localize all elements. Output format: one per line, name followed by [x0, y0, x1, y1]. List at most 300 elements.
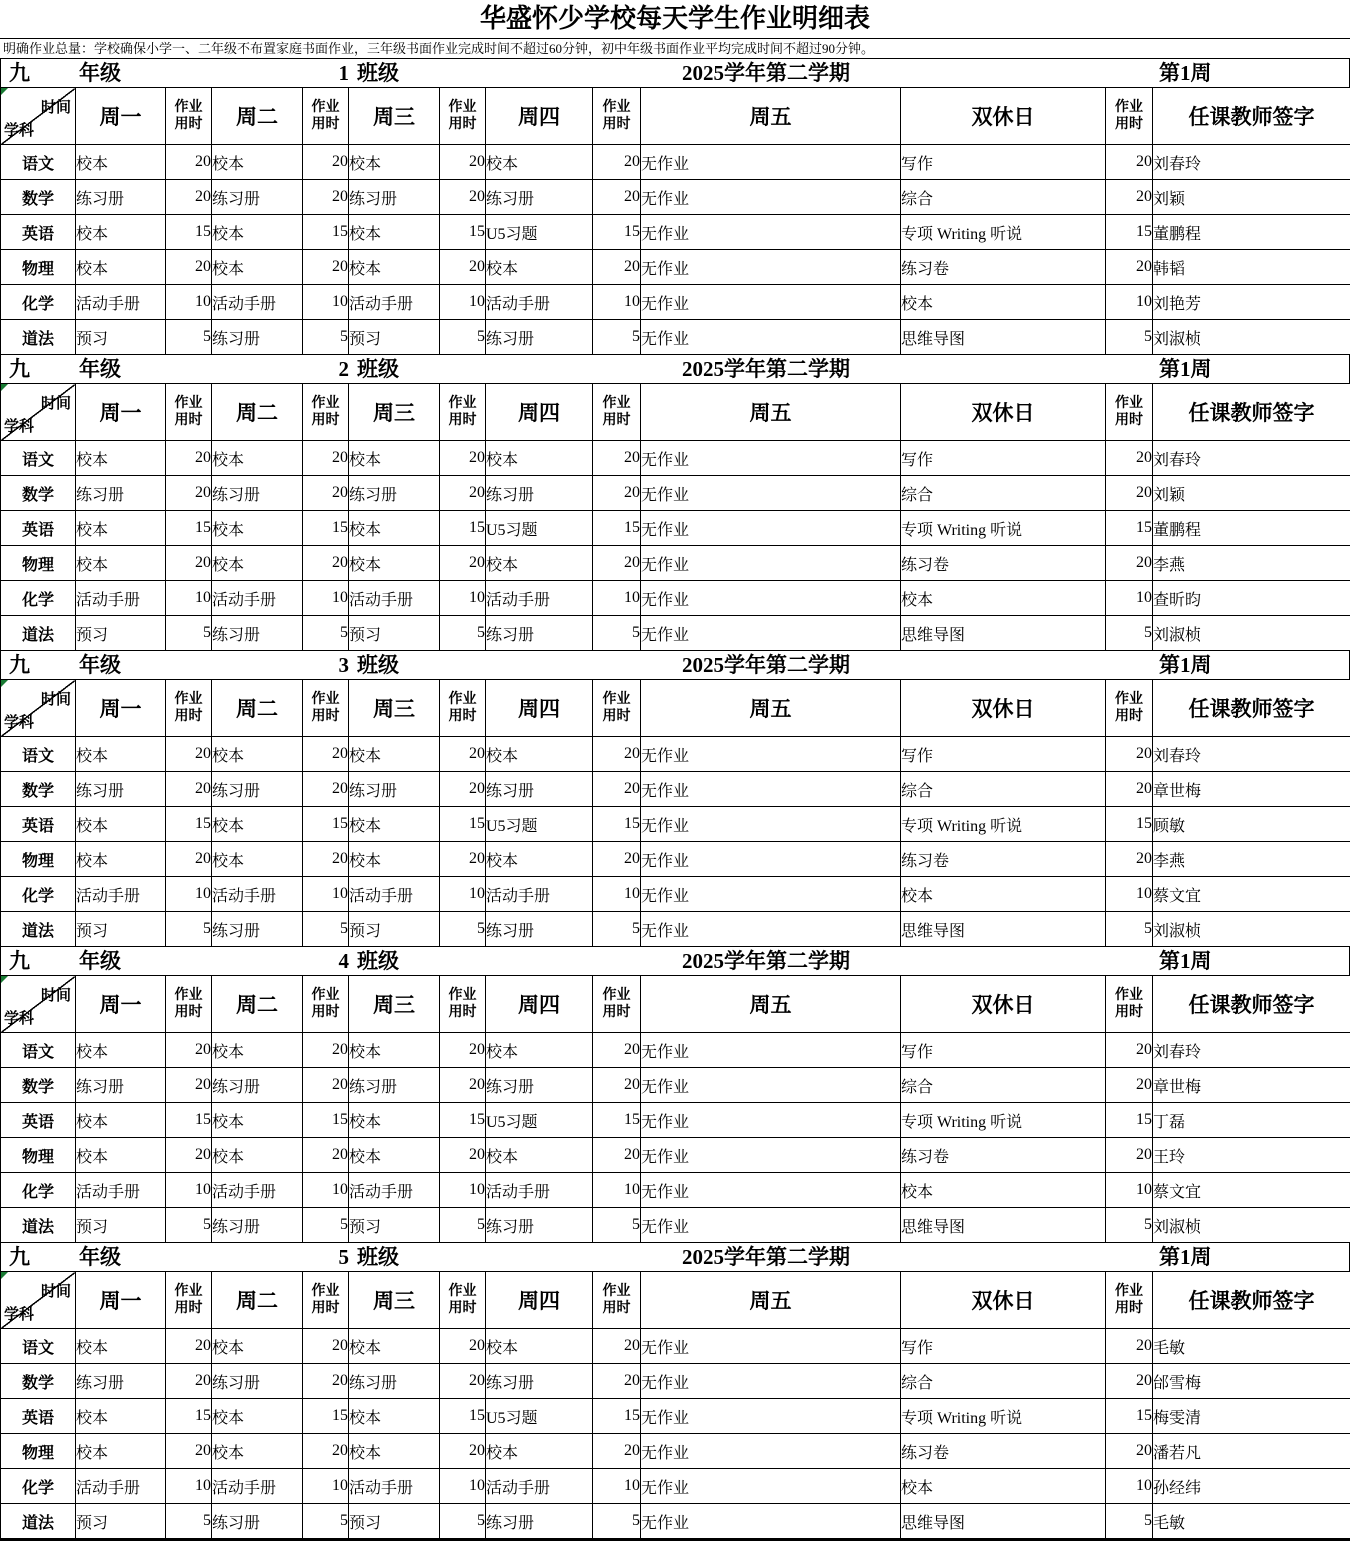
monday-hours-cell: 15	[166, 807, 212, 842]
thursday-hours-cell: 15	[593, 807, 641, 842]
corner-subject-label: 学科	[4, 1007, 34, 1028]
weekend-homework-cell: 写作	[901, 145, 1106, 180]
tuesday-homework-cell: 校本	[212, 1033, 303, 1068]
corner-subject-label: 学科	[4, 1303, 34, 1324]
weekend-homework-cell: 练习卷	[901, 842, 1106, 877]
wednesday-hours-cell: 20	[440, 180, 486, 215]
col-header-friday: 周五	[641, 88, 901, 145]
teacher-signature-cell: 刘淑桢	[1153, 320, 1350, 355]
hours-line1: 作业	[1106, 987, 1152, 1005]
cell-flag-icon	[1, 680, 8, 687]
thursday-hours-cell: 20	[593, 1033, 641, 1068]
thursday-homework-cell: 活动手册	[486, 1469, 593, 1504]
wednesday-hours-cell: 20	[440, 546, 486, 581]
wednesday-hours-cell: 15	[440, 215, 486, 250]
monday-hours-cell: 5	[166, 616, 212, 651]
col-header-monday: 周一	[76, 976, 166, 1033]
hours-line2: 用时	[440, 116, 485, 134]
col-header-hours	[166, 1272, 212, 1329]
wednesday-hours-cell: 20	[440, 772, 486, 807]
class-label: 班级	[357, 947, 399, 975]
wednesday-hours-cell: 20	[440, 476, 486, 511]
wednesday-hours-cell: 15	[440, 807, 486, 842]
teacher-signature-cell: 查昕昀	[1153, 581, 1350, 616]
wednesday-homework-cell: 校本	[349, 215, 440, 250]
thursday-homework-cell: 练习册	[486, 320, 593, 355]
thursday-homework-cell: 校本	[486, 441, 593, 476]
weekend-hours-cell: 10	[1106, 1173, 1153, 1208]
weekend-homework-cell: 思维导图	[901, 320, 1106, 355]
wednesday-homework-cell: 预习	[349, 616, 440, 651]
weekend-hours-cell: 20	[1106, 1434, 1153, 1469]
class-number: 1	[241, 59, 349, 87]
subject-cell: 数学	[1, 180, 76, 215]
thursday-homework-cell: 校本	[486, 842, 593, 877]
subject-cell: 化学	[1, 581, 76, 616]
teacher-signature-cell: 丁磊	[1153, 1103, 1350, 1138]
col-header-hours	[303, 680, 349, 737]
weekend-homework-cell: 专项 Writing 听说	[901, 807, 1106, 842]
friday-homework-cell: 无作业	[641, 1329, 901, 1364]
monday-hours-cell: 5	[166, 1504, 212, 1540]
weekend-homework-cell: 综合	[901, 772, 1106, 807]
subject-cell: 道法	[1, 1208, 76, 1243]
weekend-homework-cell: 写作	[901, 1329, 1106, 1364]
monday-homework-cell: 预习	[76, 320, 166, 355]
wednesday-homework-cell: 预习	[349, 320, 440, 355]
wednesday-homework-cell: 预习	[349, 1504, 440, 1540]
weekend-homework-cell: 综合	[901, 1068, 1106, 1103]
subject-cell: 语文	[1, 441, 76, 476]
friday-homework-cell: 无作业	[641, 1399, 901, 1434]
tuesday-hours-cell: 15	[303, 1399, 349, 1434]
wednesday-homework-cell: 活动手册	[349, 1469, 440, 1504]
subject-row	[1, 145, 1350, 180]
monday-homework-cell: 校本	[76, 441, 166, 476]
friday-homework-cell: 无作业	[641, 1033, 901, 1068]
tuesday-hours-cell: 20	[303, 1329, 349, 1364]
class-section	[0, 651, 1350, 947]
thursday-hours-cell: 5	[593, 1208, 641, 1243]
week-label: 第1周	[1159, 59, 1212, 87]
thursday-hours-cell: 10	[593, 1173, 641, 1208]
col-header-tuesday: 周二	[212, 976, 303, 1033]
class-number: 4	[241, 947, 349, 975]
wednesday-hours-cell: 20	[440, 250, 486, 285]
wednesday-hours-cell: 20	[440, 1138, 486, 1173]
monday-hours-cell: 10	[166, 1173, 212, 1208]
friday-homework-cell: 无作业	[641, 772, 901, 807]
weekend-homework-cell: 思维导图	[901, 1504, 1106, 1540]
monday-hours-cell: 5	[166, 912, 212, 947]
weekend-hours-cell: 15	[1106, 1399, 1153, 1434]
wednesday-homework-cell: 校本	[349, 1103, 440, 1138]
subject-cell: 物理	[1, 1138, 76, 1173]
column-header-row	[1, 88, 1350, 145]
hours-line2: 用时	[1106, 116, 1152, 134]
subject-cell: 语文	[1, 737, 76, 772]
tuesday-homework-cell: 校本	[212, 215, 303, 250]
thursday-homework-cell: 校本	[486, 1434, 593, 1469]
hours-line1: 作业	[593, 395, 640, 413]
monday-homework-cell: 校本	[76, 1399, 166, 1434]
monday-hours-cell: 20	[166, 546, 212, 581]
thursday-hours-cell: 10	[593, 581, 641, 616]
homework-table	[0, 1271, 1350, 1541]
monday-hours-cell: 20	[166, 842, 212, 877]
tuesday-homework-cell: 校本	[212, 842, 303, 877]
thursday-homework-cell: 活动手册	[486, 877, 593, 912]
wednesday-homework-cell: 校本	[349, 546, 440, 581]
corner-subject-label: 学科	[4, 119, 34, 140]
corner-time-label: 时间	[41, 392, 71, 413]
teacher-signature-cell: 董鹏程	[1153, 511, 1350, 546]
subject-row	[1, 1033, 1350, 1068]
weekend-homework-cell: 校本	[901, 285, 1106, 320]
corner-cell	[1, 88, 76, 145]
weekend-hours-cell: 5	[1106, 1208, 1153, 1243]
grade-char: 九	[9, 1243, 30, 1271]
teacher-signature-cell: 刘颖	[1153, 180, 1350, 215]
column-header-row	[1, 1272, 1350, 1329]
hours-line1: 作业	[593, 987, 640, 1005]
monday-hours-cell: 20	[166, 1138, 212, 1173]
thursday-homework-cell: 练习册	[486, 772, 593, 807]
col-header-thursday: 周四	[486, 384, 593, 441]
monday-homework-cell: 练习册	[76, 180, 166, 215]
class-number: 3	[241, 651, 349, 679]
hours-line1: 作业	[1106, 691, 1152, 709]
col-header-hours	[166, 680, 212, 737]
tuesday-homework-cell: 校本	[212, 1329, 303, 1364]
friday-homework-cell: 无作业	[641, 877, 901, 912]
cell-flag-icon	[1, 384, 8, 391]
hours-line1: 作业	[1106, 99, 1152, 117]
wednesday-homework-cell: 预习	[349, 912, 440, 947]
thursday-hours-cell: 20	[593, 842, 641, 877]
wednesday-hours-cell: 20	[440, 441, 486, 476]
subject-row	[1, 1399, 1350, 1434]
wednesday-hours-cell: 10	[440, 877, 486, 912]
wednesday-hours-cell: 10	[440, 1173, 486, 1208]
subject-row	[1, 441, 1350, 476]
hours-line1: 作业	[440, 1283, 485, 1301]
col-header-hours	[593, 976, 641, 1033]
col-header-thursday: 周四	[486, 1272, 593, 1329]
thursday-homework-cell: 活动手册	[486, 285, 593, 320]
subject-cell: 道法	[1, 320, 76, 355]
page-title: 华盛怀少学校每天学生作业明细表	[0, 0, 1350, 39]
thursday-hours-cell: 20	[593, 1329, 641, 1364]
wednesday-hours-cell: 20	[440, 1364, 486, 1399]
thursday-hours-cell: 15	[593, 1103, 641, 1138]
tuesday-hours-cell: 20	[303, 842, 349, 877]
friday-homework-cell: 无作业	[641, 1103, 901, 1138]
hours-line1: 作业	[166, 99, 211, 117]
wednesday-hours-cell: 20	[440, 1434, 486, 1469]
weekend-hours-cell: 20	[1106, 842, 1153, 877]
col-header-hours	[166, 384, 212, 441]
thursday-homework-cell: 练习册	[486, 1364, 593, 1399]
tuesday-hours-cell: 10	[303, 285, 349, 320]
hours-line1: 作业	[166, 1283, 211, 1301]
grade-label: 年级	[79, 651, 121, 679]
monday-hours-cell: 20	[166, 1434, 212, 1469]
col-header-friday: 周五	[641, 976, 901, 1033]
weekend-hours-cell: 10	[1106, 877, 1153, 912]
friday-homework-cell: 无作业	[641, 1364, 901, 1399]
thursday-homework-cell: U5习题	[486, 807, 593, 842]
monday-hours-cell: 15	[166, 511, 212, 546]
tuesday-homework-cell: 练习册	[212, 320, 303, 355]
teacher-signature-cell: 刘春玲	[1153, 737, 1350, 772]
col-header-hours	[593, 384, 641, 441]
thursday-hours-cell: 20	[593, 180, 641, 215]
thursday-homework-cell: 练习册	[486, 180, 593, 215]
subject-row	[1, 285, 1350, 320]
monday-homework-cell: 预习	[76, 1504, 166, 1540]
hours-line2: 用时	[166, 1004, 211, 1022]
weekend-homework-cell: 校本	[901, 1173, 1106, 1208]
hours-line2: 用时	[166, 412, 211, 430]
wednesday-hours-cell: 20	[440, 737, 486, 772]
semester-label: 2025学年第二学期	[586, 947, 946, 975]
section-header-band	[0, 59, 1350, 87]
tuesday-homework-cell: 校本	[212, 145, 303, 180]
thursday-homework-cell: 活动手册	[486, 1173, 593, 1208]
monday-hours-cell: 5	[166, 320, 212, 355]
class-section	[0, 947, 1350, 1243]
col-header-hours	[166, 976, 212, 1033]
thursday-hours-cell: 20	[593, 1434, 641, 1469]
weekend-homework-cell: 写作	[901, 1033, 1106, 1068]
hours-line2: 用时	[593, 708, 640, 726]
subject-cell: 物理	[1, 1434, 76, 1469]
tuesday-hours-cell: 10	[303, 1173, 349, 1208]
thursday-homework-cell: 练习册	[486, 1208, 593, 1243]
teacher-signature-cell: 潘若凡	[1153, 1434, 1350, 1469]
tuesday-hours-cell: 20	[303, 1068, 349, 1103]
subject-row	[1, 320, 1350, 355]
tuesday-homework-cell: 校本	[212, 511, 303, 546]
col-header-thursday: 周四	[486, 976, 593, 1033]
monday-homework-cell: 校本	[76, 145, 166, 180]
teacher-signature-cell: 邰雪梅	[1153, 1364, 1350, 1399]
wednesday-hours-cell: 15	[440, 1103, 486, 1138]
monday-homework-cell: 校本	[76, 1033, 166, 1068]
wednesday-hours-cell: 20	[440, 1068, 486, 1103]
subject-row	[1, 1068, 1350, 1103]
semester-label: 2025学年第二学期	[586, 651, 946, 679]
weekend-hours-cell: 20	[1106, 441, 1153, 476]
thursday-homework-cell: U5习题	[486, 1399, 593, 1434]
teacher-signature-cell: 韩韬	[1153, 250, 1350, 285]
friday-homework-cell: 无作业	[641, 285, 901, 320]
col-header-teacher-signature: 任课教师签字	[1153, 680, 1350, 737]
cell-flag-icon	[1, 976, 8, 983]
wednesday-hours-cell: 5	[440, 616, 486, 651]
weekend-homework-cell: 综合	[901, 476, 1106, 511]
thursday-hours-cell: 10	[593, 877, 641, 912]
hours-line1: 作业	[440, 395, 485, 413]
thursday-hours-cell: 15	[593, 215, 641, 250]
wednesday-homework-cell: 活动手册	[349, 877, 440, 912]
hours-line2: 用时	[593, 1300, 640, 1318]
friday-homework-cell: 无作业	[641, 737, 901, 772]
monday-homework-cell: 预习	[76, 912, 166, 947]
wednesday-hours-cell: 10	[440, 1469, 486, 1504]
corner-cell	[1, 680, 76, 737]
homework-table	[0, 87, 1350, 355]
tuesday-homework-cell: 练习册	[212, 616, 303, 651]
class-section	[0, 1243, 1350, 1541]
wednesday-hours-cell: 15	[440, 511, 486, 546]
teacher-signature-cell: 章世梅	[1153, 772, 1350, 807]
weekend-hours-cell: 20	[1106, 1329, 1153, 1364]
tuesday-hours-cell: 5	[303, 320, 349, 355]
wednesday-homework-cell: 校本	[349, 1138, 440, 1173]
wednesday-homework-cell: 校本	[349, 145, 440, 180]
wednesday-homework-cell: 校本	[349, 1434, 440, 1469]
thursday-homework-cell: 校本	[486, 1033, 593, 1068]
tuesday-hours-cell: 20	[303, 546, 349, 581]
tuesday-hours-cell: 20	[303, 1033, 349, 1068]
class-label: 班级	[357, 651, 399, 679]
corner-time-label: 时间	[41, 96, 71, 117]
subject-row	[1, 546, 1350, 581]
monday-homework-cell: 校本	[76, 1434, 166, 1469]
thursday-hours-cell: 5	[593, 616, 641, 651]
wednesday-homework-cell: 练习册	[349, 1364, 440, 1399]
monday-homework-cell: 预习	[76, 1208, 166, 1243]
col-header-teacher-signature: 任课教师签字	[1153, 88, 1350, 145]
monday-hours-cell: 15	[166, 215, 212, 250]
thursday-homework-cell: 练习册	[486, 1068, 593, 1103]
col-header-hours	[593, 1272, 641, 1329]
col-header-teacher-signature: 任课教师签字	[1153, 1272, 1350, 1329]
friday-homework-cell: 无作业	[641, 1138, 901, 1173]
teacher-signature-cell: 董鹏程	[1153, 215, 1350, 250]
cell-flag-icon	[1, 1272, 8, 1279]
subject-cell: 数学	[1, 772, 76, 807]
col-header-tuesday: 周二	[212, 384, 303, 441]
subject-row	[1, 1329, 1350, 1364]
tuesday-homework-cell: 练习册	[212, 912, 303, 947]
corner-time-label: 时间	[41, 1280, 71, 1301]
monday-hours-cell: 10	[166, 285, 212, 320]
thursday-hours-cell: 20	[593, 737, 641, 772]
wednesday-homework-cell: 活动手册	[349, 581, 440, 616]
tuesday-homework-cell: 校本	[212, 250, 303, 285]
friday-homework-cell: 无作业	[641, 1068, 901, 1103]
monday-homework-cell: 校本	[76, 1329, 166, 1364]
hours-line1: 作业	[593, 691, 640, 709]
hours-line2: 用时	[303, 116, 348, 134]
weekend-hours-cell: 20	[1106, 1033, 1153, 1068]
weekend-hours-cell: 20	[1106, 145, 1153, 180]
monday-homework-cell: 活动手册	[76, 285, 166, 320]
tuesday-homework-cell: 校本	[212, 1138, 303, 1173]
monday-homework-cell: 活动手册	[76, 1469, 166, 1504]
friday-homework-cell: 无作业	[641, 842, 901, 877]
section-header-band	[0, 355, 1350, 383]
corner-cell	[1, 1272, 76, 1329]
thursday-hours-cell: 20	[593, 476, 641, 511]
thursday-homework-cell: U5习题	[486, 511, 593, 546]
weekend-homework-cell: 写作	[901, 441, 1106, 476]
hours-line2: 用时	[440, 1004, 485, 1022]
subject-row	[1, 215, 1350, 250]
col-header-hours	[440, 384, 486, 441]
wednesday-hours-cell: 10	[440, 285, 486, 320]
hours-line1: 作业	[440, 691, 485, 709]
tuesday-hours-cell: 5	[303, 1208, 349, 1243]
weekend-homework-cell: 练习卷	[901, 1138, 1106, 1173]
tuesday-homework-cell: 练习册	[212, 1364, 303, 1399]
subject-cell: 数学	[1, 1068, 76, 1103]
teacher-signature-cell: 刘春玲	[1153, 145, 1350, 180]
col-header-weekend: 双休日	[901, 88, 1106, 145]
subject-cell: 数学	[1, 476, 76, 511]
weekend-hours-cell: 10	[1106, 285, 1153, 320]
friday-homework-cell: 无作业	[641, 1173, 901, 1208]
col-header-hours	[440, 976, 486, 1033]
weekend-homework-cell: 思维导图	[901, 1208, 1106, 1243]
wednesday-homework-cell: 校本	[349, 441, 440, 476]
wednesday-hours-cell: 15	[440, 1399, 486, 1434]
column-header-row	[1, 384, 1350, 441]
wednesday-hours-cell: 20	[440, 145, 486, 180]
monday-homework-cell: 活动手册	[76, 581, 166, 616]
monday-hours-cell: 20	[166, 1033, 212, 1068]
thursday-hours-cell: 20	[593, 441, 641, 476]
col-header-wednesday: 周三	[349, 88, 440, 145]
wednesday-homework-cell: 练习册	[349, 180, 440, 215]
thursday-homework-cell: U5习题	[486, 215, 593, 250]
subject-row	[1, 912, 1350, 947]
subject-row	[1, 1504, 1350, 1540]
tuesday-hours-cell: 20	[303, 180, 349, 215]
subject-row	[1, 581, 1350, 616]
weekend-homework-cell: 专项 Writing 听说	[901, 511, 1106, 546]
hours-line1: 作业	[440, 987, 485, 1005]
tuesday-homework-cell: 校本	[212, 1434, 303, 1469]
monday-homework-cell: 练习册	[76, 1068, 166, 1103]
subject-cell: 英语	[1, 215, 76, 250]
subject-row	[1, 616, 1350, 651]
col-header-monday: 周一	[76, 1272, 166, 1329]
monday-homework-cell: 活动手册	[76, 1173, 166, 1208]
hours-line2: 用时	[166, 708, 211, 726]
col-header-hours	[303, 384, 349, 441]
col-header-thursday: 周四	[486, 680, 593, 737]
col-header-wednesday: 周三	[349, 976, 440, 1033]
hours-line2: 用时	[593, 1004, 640, 1022]
wednesday-homework-cell: 练习册	[349, 476, 440, 511]
friday-homework-cell: 无作业	[641, 1434, 901, 1469]
tuesday-homework-cell: 练习册	[212, 1504, 303, 1540]
weekend-homework-cell: 校本	[901, 581, 1106, 616]
section-header-band	[0, 651, 1350, 679]
monday-hours-cell: 20	[166, 250, 212, 285]
monday-homework-cell: 练习册	[76, 476, 166, 511]
weekend-hours-cell: 20	[1106, 772, 1153, 807]
grade-label: 年级	[79, 355, 121, 383]
wednesday-homework-cell: 练习册	[349, 1068, 440, 1103]
friday-homework-cell: 无作业	[641, 511, 901, 546]
weekend-hours-cell: 15	[1106, 215, 1153, 250]
semester-label: 2025学年第二学期	[586, 355, 946, 383]
